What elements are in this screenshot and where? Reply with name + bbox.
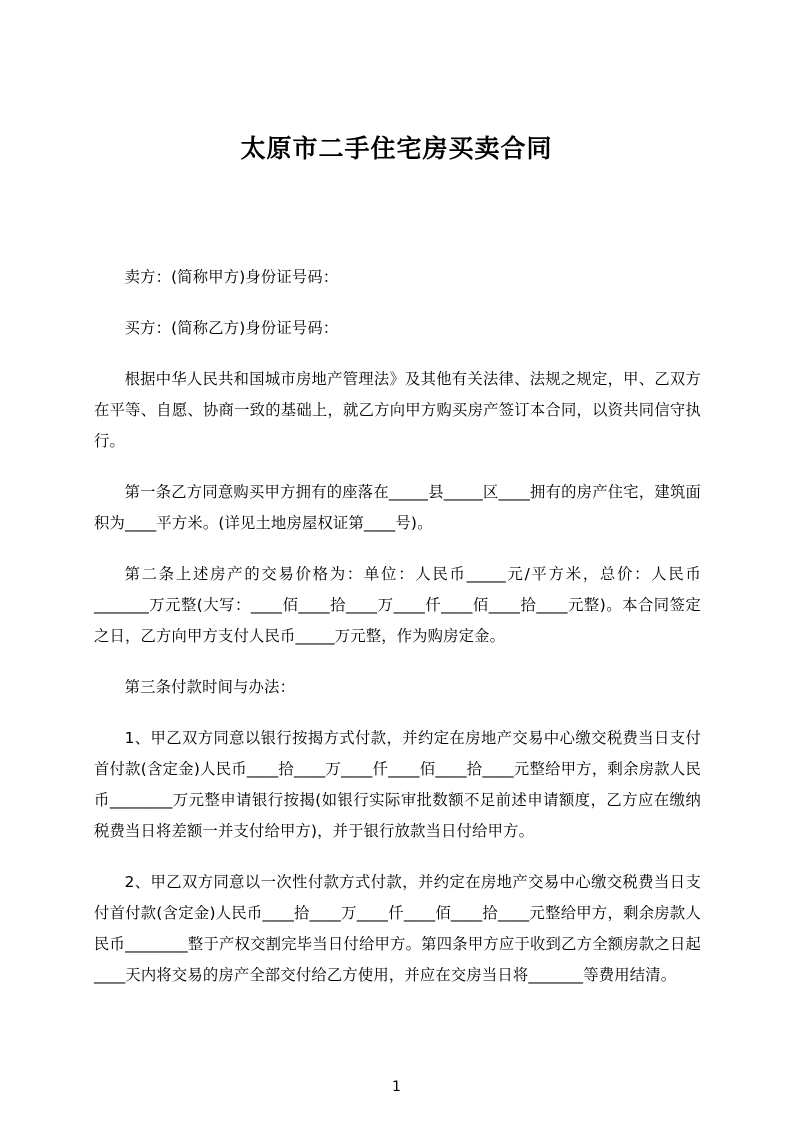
paragraph-seller: 卖方：(简称甲方)身份证号码： xyxy=(124,267,339,286)
paragraph-preamble: 根据中华人民共和国城市房地产管理法》及其他有关法律、法规之规定，甲、乙双方在平等、自愿、协商一致的基础上，就乙方向甲方购买房产签订本合同，以资共同信守执行。 xyxy=(94,369,701,450)
paragraph-article-3-item-2: 2、甲乙双方同意以一次性付款方式付款，并约定在房地产交易中心缴交税费当日支付首付款(含定金)人民币____拾____万____仟____佰____拾____元整给甲方，剩余房款人民币________整于产权交割完毕当日付给甲方。第四条甲方应于收到乙方全额房款之日起____天内将交易的房产全部交付给乙方使用，并应在交房当日将_______等费用结清。 xyxy=(94,872,701,984)
page-number: 1 xyxy=(392,1079,401,1095)
paragraph-article-3: 第三条付款时间与办法： xyxy=(124,677,296,696)
page-title: 太原市二手住宅房买卖合同 xyxy=(240,134,553,163)
paragraph-article-1: 第一条乙方同意购买甲方拥有的座落在_____县_____区____拥有的房产住宅，建筑面积为____平方米。(详见土地房屋权证第____号)。 xyxy=(94,482,701,532)
paragraph-article-2: 第二条上述房产的交易价格为：单位：人民币_____元/平方米，总价：人民币_______万元整(大写：____佰____拾____万____仟____佰____拾____元整)。本合同签定之日，乙方向甲方支付人民币_____万元整，作为购房定金。 xyxy=(94,564,701,645)
paragraph-buyer: 买方：(简称乙方)身份证号码： xyxy=(124,318,339,337)
document-body xyxy=(0,262,793,991)
paragraph-article-3-item-1: 1、甲乙双方同意以银行按揭方式付款，并约定在房地产交易中心缴交税费当日支付首付款(含定金)人民币____拾____万____仟____佰____拾____元整给甲方，剩余房款人民币________万元整申请银行按揭(如银行实际审批数额不足前述申请额度，乙方应在缴纳税费当日将差额一并支付给甲方)，并于银行放款当日付给甲方。 xyxy=(94,728,701,840)
